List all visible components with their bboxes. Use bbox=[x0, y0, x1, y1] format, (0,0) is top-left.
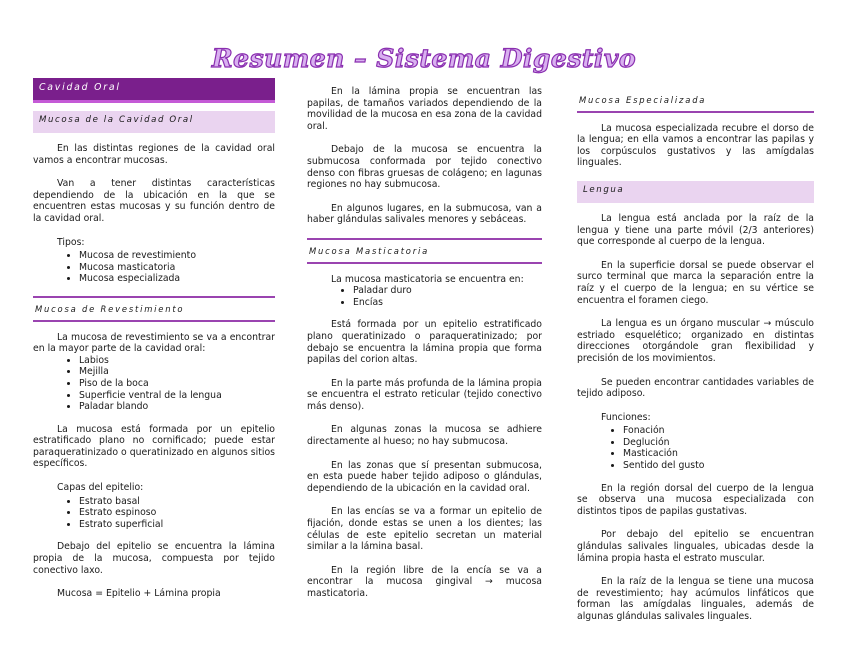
tipos-list bbox=[33, 250, 275, 285]
list-item: • Estrato superficial bbox=[79, 519, 275, 531]
paragraph: La mucosa masticatoria se encuentra en: bbox=[331, 273, 524, 285]
paragraph: Debajo de la mucosa se encuentra la submucosa conformada por tejido conectivo denso con fibras gruesas de colágeno; en lagunas regiones no hay submucosa. bbox=[307, 144, 542, 191]
paragraph: Se pueden encontrar cantidades variables de tejido adiposo. bbox=[577, 376, 814, 400]
list-item: • Labios bbox=[79, 355, 275, 367]
paragraph: En la parte más profunda de la lámina propia se encuentra el estrato reticular (tejido conectivo más denso). bbox=[307, 377, 542, 412]
capas-list bbox=[33, 496, 275, 531]
lugares-list bbox=[307, 285, 542, 308]
heading-cavidad-oral: Cavidad Oral bbox=[33, 78, 275, 103]
list-item: • Fonación bbox=[623, 425, 814, 437]
paragraph: En las distintas regiones de la cavidad oral vamos a encontrar mucosas. bbox=[33, 143, 275, 166]
document-title: Resumen – Sistema Digestivo bbox=[211, 44, 637, 73]
paragraph: En las zonas que sí presentan submucosa, en esta puede haber tejido adiposo o glándulas, dependiendo de la ubicación en la cavidad oral. bbox=[307, 459, 542, 494]
paragraph: En la región libre de la encía se va a encontrar la mucosa gingival → mucosa masticatoria. bbox=[307, 564, 542, 599]
heading-mucosa-especializada: Mucosa Especializada bbox=[577, 93, 814, 113]
heading-mucosa-revestimiento: Mucosa de Revestimiento bbox=[33, 296, 275, 322]
column-1 bbox=[33, 78, 275, 612]
list-label: Capas del epitelio: bbox=[57, 482, 144, 494]
heading-mucosa-cavidad-oral: Mucosa de la Cavidad Oral bbox=[33, 111, 275, 133]
paragraph: La lengua es un órgano muscular → músculo estriado esquelético; organizado en distintas direcciones otorgándole gran flexibilidad y precisión de los movimientos. bbox=[577, 318, 814, 364]
formula: Mucosa = Epitelio + Lámina propia bbox=[57, 588, 221, 600]
list-item: • Estrato espinoso bbox=[79, 507, 275, 519]
paragraph: En la lámina propia se encuentran las papilas, de tamaños variados dependiendo de la movilidad de la mucosa en esa zona de la cavidad oral. bbox=[307, 86, 542, 132]
list-label: Funciones: bbox=[601, 411, 651, 423]
heading-mucosa-masticatoria: Mucosa Masticatoria bbox=[307, 238, 542, 264]
paragraph: En algunos lugares, en la submucosa, van a haber glándulas salivales menores y sebáceas. bbox=[307, 202, 542, 226]
list-item: • Mucosa especializada bbox=[79, 273, 275, 285]
lugares-list bbox=[33, 355, 275, 413]
list-item: • Masticación bbox=[623, 448, 814, 460]
list-item: • Deglución bbox=[623, 437, 814, 449]
paragraph: La mucosa de revestimiento se va a encontrar en la mayor parte de la cavidad oral: bbox=[33, 331, 275, 355]
paragraph: Debajo del epitelio se encuentra la lámina propia de la mucosa, compuesta por tejido conectivo laxo. bbox=[33, 541, 275, 576]
paragraph: En la superficie dorsal se puede observar el surco terminal que marca la separación entre la raíz y el cuerpo de la lengua; en su vértice se encuentra el foramen ciego. bbox=[577, 259, 814, 306]
paragraph: Por debajo del epitelio se encuentran glándulas salivales linguales, ubicadas desde la lámina propia hasta el estrato muscular. bbox=[577, 529, 814, 564]
paragraph: En las encías se va a formar un epitelio de fijación, donde estas se unen a los dientes; las células de este epitelio secretan un material similar a la lámina basal. bbox=[307, 506, 542, 553]
list-item: • Estrato basal bbox=[79, 496, 275, 508]
list-item: • Mucosa masticatoria bbox=[79, 262, 275, 274]
paragraph: La lengua está anclada por la raíz de la lengua y tiene una parte móvil (2/3 anteriores) que corresponde al cuerpo de la lengua. bbox=[577, 212, 814, 248]
paragraph: En la raíz de la lengua se tiene una mucosa de revestimiento; hay acúmulos linfáticos que forman las amígdalas linguales, además de algunas glándulas salivales linguales. bbox=[577, 576, 814, 622]
paragraph: Está formada por un epitelio estratificado plano queratinizado o paraqueratinizado; por debajo se encuentra la lámina propia que forma papilas del corion altas. bbox=[307, 319, 542, 366]
funciones-list bbox=[577, 425, 814, 471]
list-item: • Mejilla bbox=[79, 366, 275, 378]
list-item: • Paladar duro bbox=[353, 285, 542, 297]
list-item: • Encías bbox=[353, 297, 542, 309]
list-item: • Piso de la boca bbox=[79, 378, 275, 390]
paragraph: La mucosa está formada por un epitelio estratificado plano no cornificado; puede estar paraqueratinizado o queratinizado en algunos sitios específicos. bbox=[33, 423, 275, 470]
list-item: • Sentido del gusto bbox=[623, 460, 814, 472]
paragraph: Van a tener distintas características dependiendo de la ubicación en la que se encuentren estas mucosas y su función dentro de la cavidad oral. bbox=[33, 178, 275, 224]
paragraph: La mucosa especializada recubre el dorso de la lengua; en ella vamos a encontrar las papilas y los corpúsculos gustativos y las amígdalas linguales. bbox=[577, 122, 814, 169]
column-2 bbox=[307, 86, 542, 612]
paragraph: En la región dorsal del cuerpo de la lengua se observa una mucosa especializada con distintos tipos de papilas gustativas. bbox=[577, 482, 814, 517]
list-item: • Superficie ventral de la lengua bbox=[79, 390, 275, 402]
column-3 bbox=[577, 93, 814, 635]
list-item: • Mucosa de revestimiento bbox=[79, 250, 275, 262]
list-label: Tipos: bbox=[57, 236, 85, 248]
list-item: • Paladar blando bbox=[79, 401, 275, 413]
heading-lengua: Lengua bbox=[577, 181, 814, 203]
paragraph: En algunas zonas la mucosa se adhiere directamente al hueso; no hay submucosa. bbox=[307, 424, 542, 448]
